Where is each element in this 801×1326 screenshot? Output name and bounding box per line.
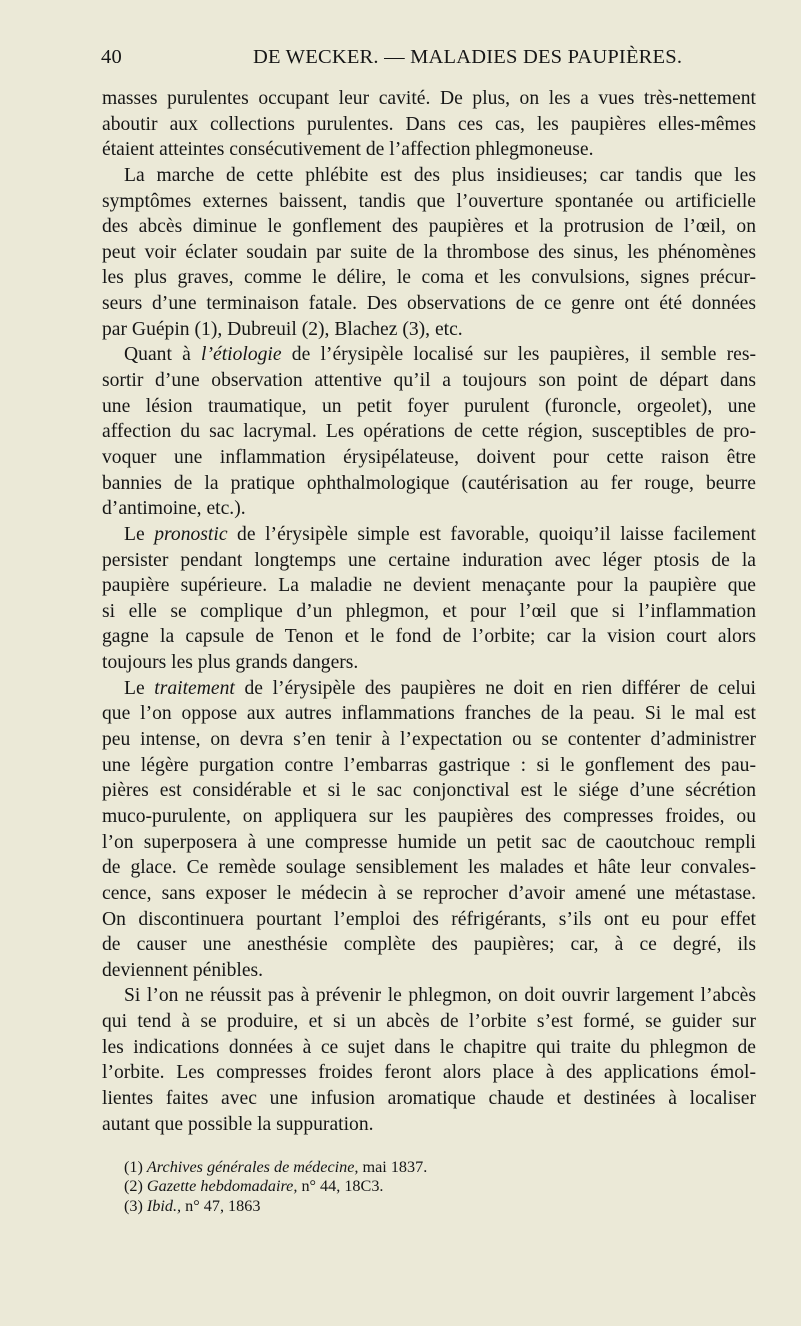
running-title: DE WECKER. — MALADIES DES PAUPIÈRES. (253, 46, 683, 68)
text-line: pières est considérable et si le sac conjonctival est le siége d’une sécrétion (102, 780, 756, 802)
text-line (102, 676, 756, 702)
text-segment: de l’érysipèle des paupières ne doit en rien différer de celui (234, 677, 756, 699)
text-line: de causer une anesthésie complète des paupières; car, à ce degré, ils (102, 934, 756, 956)
text-segment: Le (124, 677, 155, 699)
text-line: voquer une inflammation érysipélateuse, doivent pour cette raison être (102, 446, 756, 468)
text-line: l’orbite. Les compresses froides feront alors place à des applications émol- (102, 1062, 756, 1084)
footnote-detail: n° 47, 1863 (181, 1196, 261, 1215)
page-number: 40 (101, 46, 122, 68)
text-line (102, 522, 756, 548)
footnote-detail: n° 44, 18C3. (297, 1177, 384, 1196)
text-line: les plus graves, comme le délire, le coma et les convulsions, signes précur- (102, 267, 756, 289)
text-line: peut voir éclater soudain par suite de la thrombose des sinus, les phénomènes (102, 241, 756, 263)
text-segment: Le (124, 523, 155, 545)
text-segment: Quant à (124, 344, 202, 366)
footnote-source: Archives générales de médecine, (146, 1158, 359, 1176)
text-line: bannies de la pratique ophthalmologique (cautérisation au fer rouge, beurre (102, 472, 756, 494)
body-text (102, 86, 756, 1137)
text-line: autant que possible la suppuration. (102, 1113, 374, 1135)
footnote-source: Gazette hebdomadaire, (146, 1177, 298, 1196)
footnote-number: (1) (124, 1158, 147, 1176)
footnote-3 (124, 1197, 744, 1216)
text-line: symptômes externes baissent, tandis que l’ouverture spontanée ou artificielle (102, 190, 756, 212)
text-line: de glace. Ce remède soulage sensiblement les malades et hâte leur convales- (102, 857, 756, 879)
text-line: les indications données à ce sujet dans le chapitre qui traite du phlegmon de (102, 1036, 756, 1058)
footnote-1 (124, 1158, 744, 1177)
text-line: On discontinuera pourtant l’emploi des réfrigérants, s’ils ont eu pour effet (102, 908, 756, 930)
text-line: sortir d’une observation attentive qu’il a toujours son point de départ dans (102, 370, 756, 392)
emphasis-pronostic: pronostic (154, 523, 228, 545)
text-line: d’antimoine, etc.). (102, 498, 246, 520)
text-line: qui tend à se produire, et si un abcès de l’orbite s’est formé, se guider sur (102, 1011, 756, 1033)
text-line: muco-purulente, on appliquera sur les paupières des compresses froides, ou (102, 805, 756, 827)
footnote-number: (2) (124, 1177, 147, 1196)
text-line: l’on superposera à une compresse humide un petit sac de caoutchouc rempli (102, 831, 756, 853)
emphasis-etiologie: l’étiologie (201, 344, 282, 366)
text-line: si elle se complique d’un phlegmon, et pour l’œil que si l’inflammation (102, 600, 756, 622)
text-line: toujours les plus grands dangers. (102, 652, 359, 674)
text-segment: de l’érysipèle simple est favorable, quoiqu’il laisse facilement (227, 523, 756, 545)
footnote-source: Ibid., (146, 1196, 182, 1215)
text-line: deviennent pénibles. (102, 959, 264, 981)
text-line: par Guépin (1), Dubreuil (2), Blachez (3), etc. (102, 318, 463, 340)
text-line: seurs d’une terminaison fatale. Des observations de ce genre ont été données (102, 293, 756, 315)
text-line: une lésion traumatique, un petit foyer purulent (furoncle, orgeolet), une (102, 395, 756, 417)
text-line: affection du sac lacrymal. Les opérations de cette région, susceptibles de pro- (102, 421, 756, 443)
text-line (102, 342, 756, 368)
text-line: masses purulentes occupant leur cavité. De plus, on les a vues très-nettement (102, 88, 756, 109)
text-line: une légère purgation contre l’embarras gastrique : si le gonflement des pau- (102, 754, 756, 776)
footnote-2 (124, 1177, 744, 1196)
text-line: La marche de cette phlébite est des plus insidieuses; car tandis que les (124, 164, 756, 186)
text-line: cence, sans exposer le médecin à se reprocher d’avoir amené une métastase. (102, 882, 756, 904)
text-line: Si l’on ne réussit pas à prévenir le phlegmon, on doit ouvrir largement l’abcès (124, 985, 756, 1007)
emphasis-traitement: traitement (154, 677, 235, 699)
text-line: étaient atteintes consécutivement de l’affection phlegmoneuse. (102, 139, 594, 161)
text-line: paupière supérieure. La maladie ne devient menaçante pour la paupière que (102, 575, 756, 597)
text-line: gagne la capsule de Tenon et le fond de l’orbite; car la vision court alors (102, 626, 756, 648)
text-line: que l’on oppose aux autres inflammations franches de la peau. Si le mal est (102, 703, 756, 725)
text-line: aboutir aux collections purulentes. Dans ces cas, les paupières elles-mêmes (102, 113, 756, 135)
text-line: lientes faites avec une infusion aromatique chaude et destinées à localiser (102, 1087, 756, 1109)
text-line: peu intense, on devra s’en tenir à l’expectation ou se contenter d’administrer (102, 729, 756, 751)
text-line: persister pendant longtemps une certaine induration avec léger ptosis de la (102, 549, 756, 571)
running-head (101, 46, 756, 76)
footnotes (124, 1158, 744, 1216)
footnote-detail: mai 1837. (358, 1158, 428, 1176)
text-segment: de l’érysipèle localisé sur les paupières, il semble res- (281, 344, 756, 366)
text-line: des abcès diminue le gonflement des paupières et la protrusion de l’œil, on (102, 216, 756, 238)
footnote-number: (3) (124, 1196, 147, 1215)
